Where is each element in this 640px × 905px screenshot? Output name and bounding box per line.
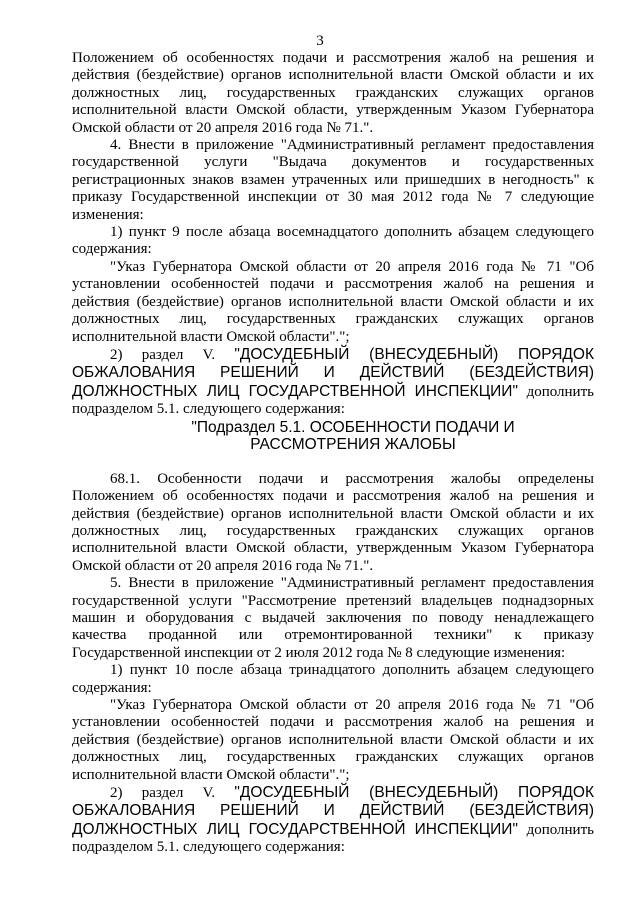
paragraph-subitem-2 (72, 346, 594, 419)
document-body (72, 50, 594, 857)
paragraph-item-4: 4. Внести в приложение "Административный регламент предоставления государственной услуги "Выдача документов и государственных регистрационных знаков взамен утраченных или пришедших в негодность" к приказу Государственной инспекции от 30 мая 2012 года № 7 следующие изменения: (72, 137, 594, 223)
subsection-heading-line-2: РАССМОТРЕНИЯ ЖАЛОБЫ (250, 435, 456, 453)
paragraph-quote-decree: "Указ Губернатора Омской области от 20 апреля 2016 года № 71 "Об установлении особенностей подачи и рассмотрения жалоб на решения и действия (бездействие) органов исполнительной власти Омской области и их должностных лиц, государственных гражданских служащих органов исполнительной власти Омской области"."; (72, 258, 594, 345)
subsection-heading (72, 419, 594, 454)
section-title-caps-b: "ДОСУДЕБНЫЙ (ВНЕСУДЕБНЫЙ) ПОРЯДОК ОБЖАЛОВАНИЯ РЕШЕНИЙ И ДЕЙСТВИЙ (БЕЗДЕЙСТВИЯ) ДОЛЖНОСТНЫХ ЛИЦ ГОСУДАРСТВЕННОЙ ИНСПЕКЦИИ" (72, 784, 594, 838)
paragraph-continuation: Положением об особенностях подачи и рассмотрения жалоб на решения и действия (бездействие) органов исполнительной власти Омской области и их должностных лиц, государственных гражданских служащих органов исполнительной власти Омской области, утвержденным Указом Губернатора Омской области от 20 апреля 2016 года № 71.". (72, 50, 594, 136)
subitem-2-suffix: дополнить подразделом 5.1. следующего содержания: (72, 383, 594, 418)
paragraph-quote-decree-b: "Указ Губернатора Омской области от 20 апреля 2016 года № 71 "Об установлении особенностей подачи и рассмотрения жалоб на решения и действия (бездействие) органов исполнительной власти Омской области и их должностных лиц, государственных гражданских служащих органов исполнительной власти Омской области"."; (72, 697, 594, 783)
section-title-caps: "ДОСУДЕБНЫЙ (ВНЕСУДЕБНЫЙ) ПОРЯДОК ОБЖАЛОВАНИЯ РЕШЕНИЙ И ДЕЙСТВИЙ (БЕЗДЕЙСТВИЯ) ДОЛЖНОСТНЫХ ЛИЦ ГОСУДАРСТВЕННОЙ ИНСПЕКЦИИ" (72, 345, 594, 400)
paragraph-subitem-1: 1) пункт 9 после абзаца восемнадцатого дополнить абзацем следующего содержания: (72, 224, 594, 258)
subitem-2-prefix: 2) раздел V. (110, 346, 235, 363)
paragraph-subitem-1-b: 1) пункт 10 после абзаца тринадцатого дополнить абзацем следующего содержания: (72, 662, 594, 696)
page-number: 3 (316, 33, 324, 49)
paragraph-subitem-2-b (72, 784, 594, 857)
subsection-heading-line-1: "Подраздел 5.1. ОСОБЕННОСТИ ПОДАЧИ И (191, 418, 515, 436)
paragraph-item-5: 5. Внести в приложение "Административный регламент предоставления государственной услуги "Рассмотрение претензий владельцев поднадзорных машин и оборудования с выдачей заключения по поводу ненадлежащего качества проданной или отремонтированной техники" к приказу Государственной инспекции от 2 июля 2012 года № 8 следующие изменения: (72, 575, 594, 661)
subitem-2-b-suffix: дополнить подразделом 5.1. следующего содержания: (72, 821, 594, 856)
subitem-2-b-prefix: 2) раздел V. (110, 785, 235, 802)
paragraph-68-1: 68.1. Особенности подачи и рассмотрения жалобы определены Положением об особенностях подачи и рассмотрения жалоб на решения и действия (бездействие) органов исполнительной власти Омской области и их должностных лиц, государственных гражданских служащих органов исполнительной власти Омской области, утвержденным Указом Губернатора Омской области от 20 апреля 2016 года № 71.". (72, 470, 594, 574)
